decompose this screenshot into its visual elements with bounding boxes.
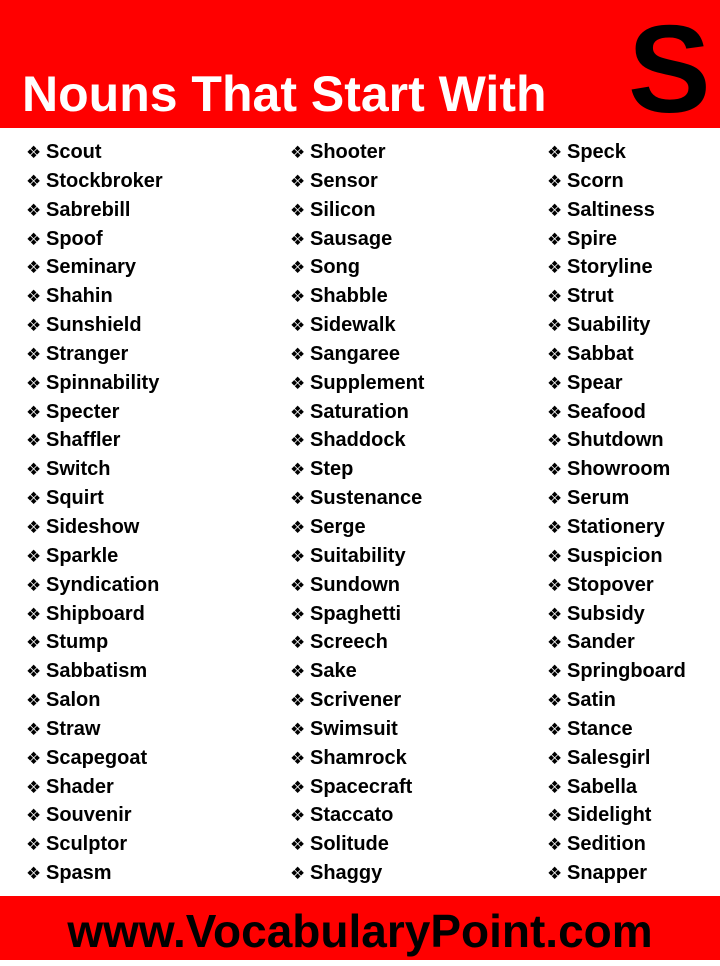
list-item <box>26 657 163 686</box>
diamond-bullet-icon: ❖ <box>290 662 306 682</box>
diamond-bullet-icon: ❖ <box>26 575 42 595</box>
diamond-bullet-icon: ❖ <box>547 143 563 162</box>
list-item <box>290 542 424 571</box>
diamond-bullet-icon: ❖ <box>290 143 306 162</box>
word-label: Stump <box>46 631 109 654</box>
word-label: Shipboard <box>46 602 145 625</box>
word-label: Spear <box>567 371 623 394</box>
diamond-bullet-icon: ❖ <box>547 517 563 537</box>
word-label: Specter <box>46 400 120 423</box>
word-label: Sedition <box>567 833 646 856</box>
diamond-bullet-icon: ❖ <box>26 777 42 797</box>
word-label: Scout <box>46 141 102 163</box>
diamond-bullet-icon: ❖ <box>26 489 42 509</box>
list-item <box>547 225 686 254</box>
diamond-bullet-icon: ❖ <box>290 546 306 566</box>
word-label: Shaddock <box>310 429 406 452</box>
word-label: Sausage <box>310 227 393 250</box>
word-label: Scorn <box>567 169 624 192</box>
diamond-bullet-icon: ❖ <box>290 864 306 884</box>
diamond-bullet-icon: ❖ <box>26 344 42 364</box>
word-label: Shahin <box>46 285 113 308</box>
diamond-bullet-icon: ❖ <box>26 517 42 537</box>
diamond-bullet-icon: ❖ <box>547 489 563 509</box>
diamond-bullet-icon: ❖ <box>290 200 306 220</box>
word-label: Seminary <box>46 256 137 279</box>
word-label: Shooter <box>310 141 386 163</box>
word-label: Sparkle <box>46 544 119 567</box>
list-item <box>26 167 163 196</box>
diamond-bullet-icon: ❖ <box>26 633 42 653</box>
list-item <box>547 715 686 744</box>
word-label: Sideshow <box>46 515 140 538</box>
word-label: Syndication <box>46 573 160 596</box>
word-label: Stranger <box>46 342 129 365</box>
diamond-bullet-icon: ❖ <box>290 517 306 537</box>
list-item <box>547 282 686 311</box>
diamond-bullet-icon: ❖ <box>26 171 42 191</box>
word-label: Sensor <box>310 169 378 192</box>
diamond-bullet-icon: ❖ <box>26 373 42 393</box>
page-title: Nouns That Start With <box>22 66 547 122</box>
diamond-bullet-icon: ❖ <box>26 662 42 682</box>
word-label: Scapegoat <box>46 746 148 769</box>
list-item <box>290 859 424 888</box>
list-item <box>547 513 686 542</box>
word-label: Sidelight <box>567 804 652 827</box>
diamond-bullet-icon: ❖ <box>290 287 306 307</box>
diamond-bullet-icon: ❖ <box>26 546 42 566</box>
word-label: Showroom <box>567 458 671 481</box>
list-item <box>547 628 686 657</box>
word-label: Sustenance <box>310 487 423 510</box>
word-label: Straw <box>46 717 101 740</box>
list-item <box>547 340 686 369</box>
list-item <box>26 311 163 340</box>
list-item <box>26 225 163 254</box>
diamond-bullet-icon: ❖ <box>26 316 42 336</box>
word-label: Spaghetti <box>310 602 402 625</box>
diamond-bullet-icon: ❖ <box>290 431 306 451</box>
diamond-bullet-icon: ❖ <box>26 287 42 307</box>
word-columns <box>0 138 720 890</box>
diamond-bullet-icon: ❖ <box>547 258 563 278</box>
word-label: Suspicion <box>567 544 663 567</box>
list-item <box>547 801 686 830</box>
list-item <box>290 715 424 744</box>
diamond-bullet-icon: ❖ <box>26 806 42 826</box>
diamond-bullet-icon: ❖ <box>290 258 306 278</box>
word-label: Stopover <box>567 573 654 596</box>
word-label: Screech <box>310 631 388 654</box>
list-item <box>26 282 163 311</box>
list-item <box>26 426 163 455</box>
list-item <box>547 484 686 513</box>
list-item <box>290 484 424 513</box>
diamond-bullet-icon: ❖ <box>547 402 563 422</box>
list-item <box>26 600 163 629</box>
footer-banner <box>0 896 720 960</box>
diamond-bullet-icon: ❖ <box>547 316 563 336</box>
diamond-bullet-icon: ❖ <box>290 691 306 711</box>
diamond-bullet-icon: ❖ <box>547 575 563 595</box>
word-label: Spasm <box>46 862 112 885</box>
diamond-bullet-icon: ❖ <box>547 691 563 711</box>
diamond-bullet-icon: ❖ <box>26 691 42 711</box>
diamond-bullet-icon: ❖ <box>26 748 42 768</box>
diamond-bullet-icon: ❖ <box>26 229 42 249</box>
diamond-bullet-icon: ❖ <box>290 633 306 653</box>
word-label: Silicon <box>310 198 376 221</box>
word-label: Swimsuit <box>310 717 398 740</box>
word-label: Shaggy <box>310 862 383 885</box>
diamond-bullet-icon: ❖ <box>26 402 42 422</box>
list-item <box>290 686 424 715</box>
list-item <box>290 773 424 802</box>
diamond-bullet-icon: ❖ <box>547 431 563 451</box>
list-item <box>547 311 686 340</box>
word-label: Subsidy <box>567 602 645 625</box>
list-item <box>547 571 686 600</box>
word-label: Sake <box>310 660 357 683</box>
word-label: Souvenir <box>46 804 132 827</box>
word-column-3 <box>547 138 686 888</box>
diamond-bullet-icon: ❖ <box>547 200 563 220</box>
word-label: Stance <box>567 717 633 740</box>
list-item <box>290 628 424 657</box>
diamond-bullet-icon: ❖ <box>290 719 306 739</box>
list-item <box>290 253 424 282</box>
word-label: Salon <box>46 689 101 712</box>
list-item <box>547 398 686 427</box>
list-item <box>290 830 424 859</box>
diamond-bullet-icon: ❖ <box>290 575 306 595</box>
diamond-bullet-icon: ❖ <box>26 719 42 739</box>
diamond-bullet-icon: ❖ <box>547 344 563 364</box>
word-label: Spire <box>567 227 618 250</box>
list-item <box>547 773 686 802</box>
website-url: www.VocabularyPoint.com <box>67 905 653 957</box>
word-label: Storyline <box>567 256 653 279</box>
list-item <box>290 311 424 340</box>
word-label: Sabbat <box>567 342 634 365</box>
diamond-bullet-icon: ❖ <box>547 604 563 624</box>
list-item <box>547 253 686 282</box>
diamond-bullet-icon: ❖ <box>26 431 42 451</box>
diamond-bullet-icon: ❖ <box>547 806 563 826</box>
word-label: Sangaree <box>310 342 401 365</box>
word-label: Shamrock <box>310 746 407 769</box>
list-item <box>26 484 163 513</box>
list-item <box>290 426 424 455</box>
diamond-bullet-icon: ❖ <box>547 835 563 855</box>
diamond-bullet-icon: ❖ <box>547 373 563 393</box>
word-label: Speck <box>567 141 626 163</box>
list-item <box>290 513 424 542</box>
diamond-bullet-icon: ❖ <box>290 316 306 336</box>
diamond-bullet-icon: ❖ <box>290 373 306 393</box>
word-label: Stockbroker <box>46 169 163 192</box>
list-item <box>290 744 424 773</box>
word-label: Spoof <box>46 227 103 250</box>
diamond-bullet-icon: ❖ <box>547 748 563 768</box>
diamond-bullet-icon: ❖ <box>547 287 563 307</box>
list-item <box>290 138 424 167</box>
diamond-bullet-icon: ❖ <box>547 633 563 653</box>
word-label: Staccato <box>310 804 394 827</box>
word-label: Solitude <box>310 833 389 856</box>
diamond-bullet-icon: ❖ <box>26 835 42 855</box>
list-item <box>290 600 424 629</box>
diamond-bullet-icon: ❖ <box>290 344 306 364</box>
word-label: Shader <box>46 775 114 798</box>
diamond-bullet-icon: ❖ <box>26 864 42 884</box>
diamond-bullet-icon: ❖ <box>290 229 306 249</box>
list-item <box>26 830 163 859</box>
list-item <box>26 686 163 715</box>
list-item <box>547 369 686 398</box>
diamond-bullet-icon: ❖ <box>26 604 42 624</box>
list-item <box>26 455 163 484</box>
word-label: Spacecraft <box>310 775 413 798</box>
list-item <box>547 196 686 225</box>
list-item <box>26 369 163 398</box>
list-item <box>26 859 163 888</box>
list-item <box>547 542 686 571</box>
word-label: Salesgirl <box>567 746 651 769</box>
list-item <box>547 426 686 455</box>
word-label: Satin <box>567 689 616 712</box>
list-item <box>26 571 163 600</box>
diamond-bullet-icon: ❖ <box>547 546 563 566</box>
list-item <box>547 657 686 686</box>
word-label: Sidewalk <box>310 314 396 337</box>
diamond-bullet-icon: ❖ <box>290 835 306 855</box>
diamond-bullet-icon: ❖ <box>26 258 42 278</box>
list-item <box>26 513 163 542</box>
word-label: Step <box>310 458 354 481</box>
word-label: Sabella <box>567 775 638 798</box>
list-item <box>290 657 424 686</box>
diamond-bullet-icon: ❖ <box>547 777 563 797</box>
word-label: Suability <box>567 314 651 337</box>
word-label: Stationery <box>567 515 665 538</box>
diamond-bullet-icon: ❖ <box>547 662 563 682</box>
word-label: Saltiness <box>567 198 655 221</box>
diamond-bullet-icon: ❖ <box>547 171 563 191</box>
list-item <box>26 628 163 657</box>
diamond-bullet-icon: ❖ <box>290 748 306 768</box>
list-item <box>547 859 686 888</box>
diamond-bullet-icon: ❖ <box>547 229 563 249</box>
word-label: Spinnability <box>46 371 160 394</box>
diamond-bullet-icon: ❖ <box>547 864 563 884</box>
list-item <box>547 138 686 167</box>
list-item <box>26 196 163 225</box>
word-label: Strut <box>567 285 614 308</box>
list-item <box>290 282 424 311</box>
list-item <box>26 715 163 744</box>
title-letter: S <box>628 1 711 139</box>
list-item <box>26 744 163 773</box>
word-label: Saturation <box>310 400 409 423</box>
list-item <box>290 167 424 196</box>
word-label: Sunshield <box>46 314 142 337</box>
list-item <box>290 455 424 484</box>
list-item <box>290 340 424 369</box>
word-label: Song <box>310 256 360 279</box>
diamond-bullet-icon: ❖ <box>290 460 306 480</box>
list-item <box>290 801 424 830</box>
word-label: Serge <box>310 515 366 538</box>
diamond-bullet-icon: ❖ <box>290 806 306 826</box>
word-label: Squirt <box>46 487 104 510</box>
diamond-bullet-icon: ❖ <box>290 604 306 624</box>
word-label: Serum <box>567 487 630 510</box>
list-item <box>26 340 163 369</box>
diamond-bullet-icon: ❖ <box>290 489 306 509</box>
word-label: Shutdown <box>567 429 664 452</box>
word-label: Sander <box>567 631 635 654</box>
list-item <box>290 571 424 600</box>
word-label: Shabble <box>310 285 388 308</box>
diamond-bullet-icon: ❖ <box>26 460 42 480</box>
word-column-2 <box>290 138 424 888</box>
word-label: Seafood <box>567 400 646 423</box>
list-item <box>547 167 686 196</box>
word-label: Sculptor <box>46 833 128 856</box>
diamond-bullet-icon: ❖ <box>26 200 42 220</box>
word-label: Switch <box>46 458 111 481</box>
list-item <box>26 398 163 427</box>
list-item <box>26 801 163 830</box>
diamond-bullet-icon: ❖ <box>290 402 306 422</box>
diamond-bullet-icon: ❖ <box>290 171 306 191</box>
word-column-1 <box>26 138 163 888</box>
list-item <box>26 773 163 802</box>
word-label: Suitability <box>310 544 406 567</box>
list-item <box>547 600 686 629</box>
list-item <box>547 455 686 484</box>
list-item <box>547 830 686 859</box>
list-item <box>26 253 163 282</box>
diamond-bullet-icon: ❖ <box>290 777 306 797</box>
list-item <box>26 542 163 571</box>
header-banner <box>0 0 720 139</box>
list-item <box>547 686 686 715</box>
diamond-bullet-icon: ❖ <box>547 460 563 480</box>
list-item <box>290 196 424 225</box>
list-item <box>290 225 424 254</box>
word-label: Supplement <box>310 371 425 394</box>
word-label: Shaffler <box>46 429 121 452</box>
word-label: Sundown <box>310 573 400 596</box>
diamond-bullet-icon: ❖ <box>547 719 563 739</box>
list-item <box>547 744 686 773</box>
list-item <box>290 369 424 398</box>
list-item <box>26 138 163 167</box>
word-label: Scrivener <box>310 689 402 712</box>
word-label: Sabbatism <box>46 660 148 683</box>
diamond-bullet-icon: ❖ <box>26 143 42 162</box>
word-label: Springboard <box>567 660 686 683</box>
word-label: Sabrebill <box>46 198 131 221</box>
list-item <box>290 398 424 427</box>
word-label: Snapper <box>567 862 648 885</box>
